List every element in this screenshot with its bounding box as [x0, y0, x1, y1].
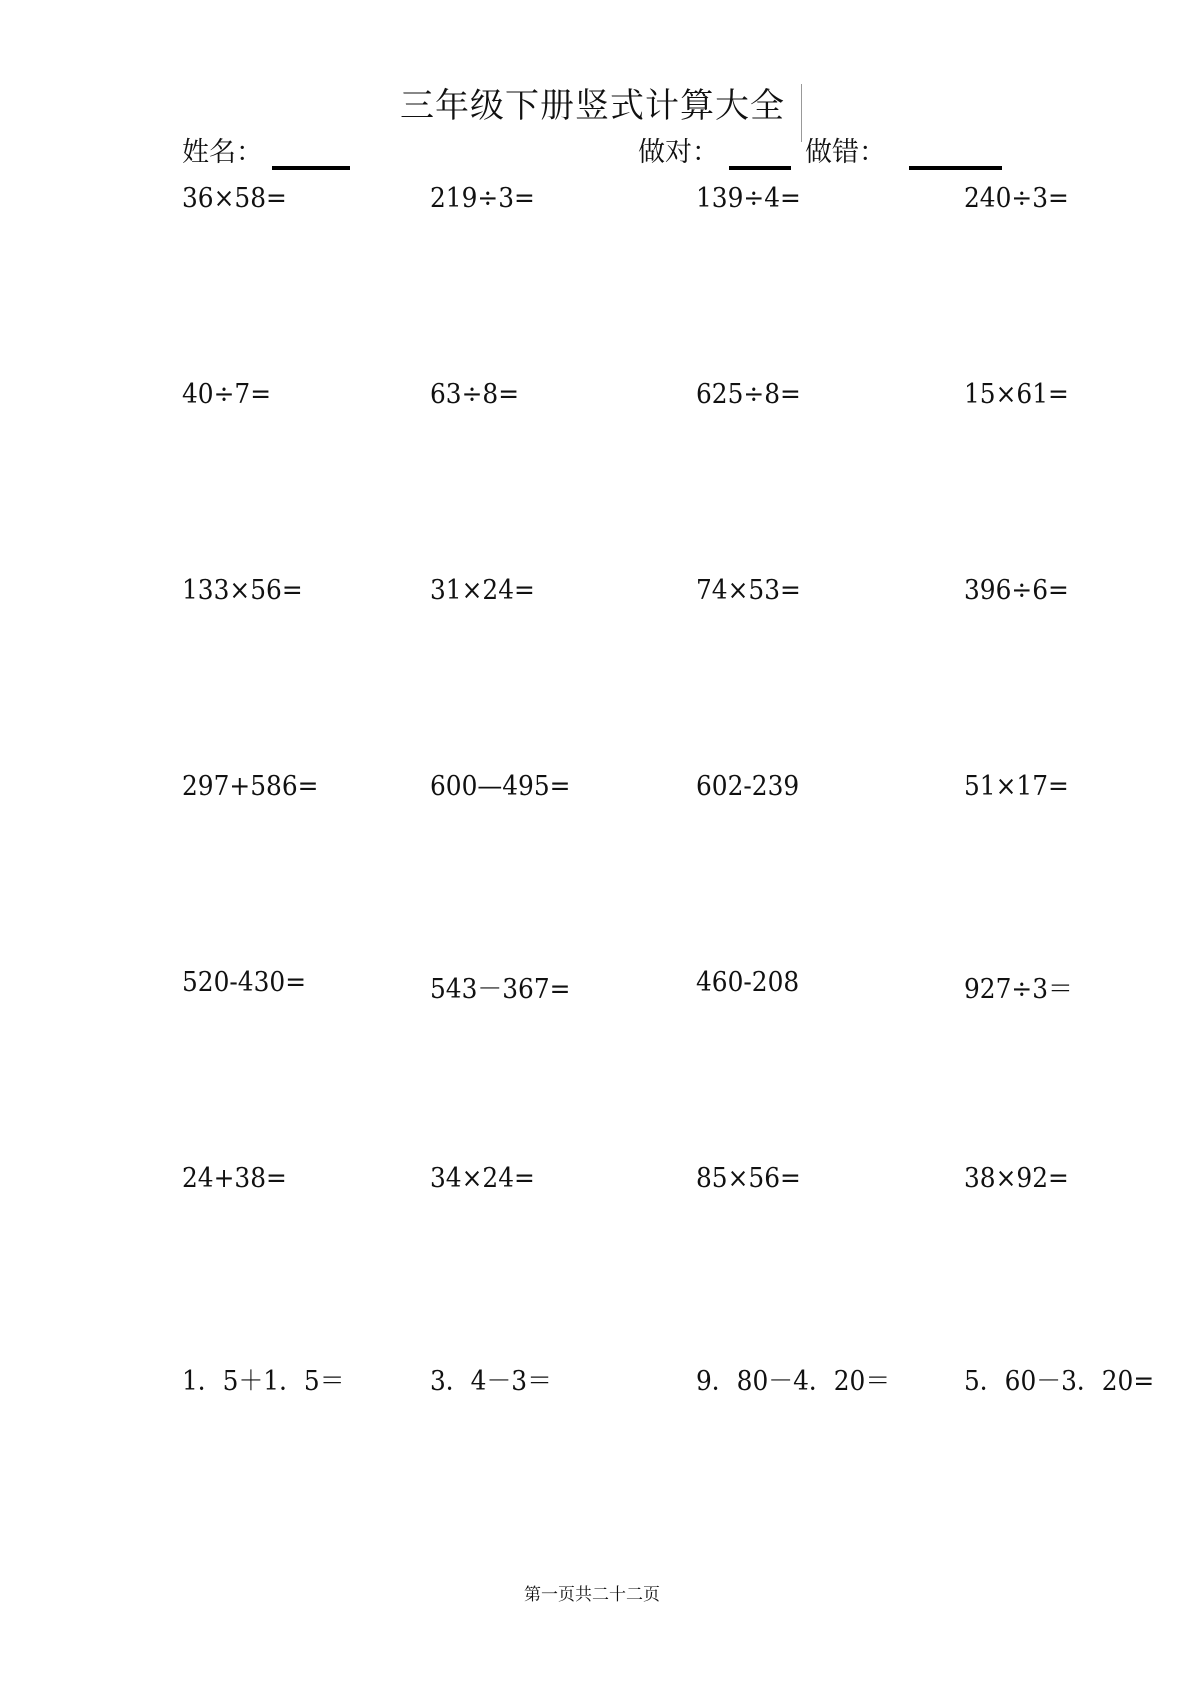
math-problem: 240÷3=: [964, 183, 1069, 214]
math-problem: 40÷7=: [182, 379, 272, 410]
math-problem: 520-430=: [182, 967, 307, 998]
math-problem: 543－367=: [430, 974, 571, 1005]
page-footer: 第一页共二十二页: [524, 1585, 660, 1605]
math-problem: 63÷8=: [430, 379, 520, 410]
math-problem: 927÷3＝: [964, 974, 1073, 1005]
math-problem: 9．80－4．20＝: [696, 1366, 891, 1397]
math-problem: 34×24=: [430, 1163, 535, 1194]
wrong-label: 做错：: [805, 137, 886, 168]
text-cursor: [801, 84, 802, 142]
math-problem: 139÷4=: [696, 183, 801, 214]
math-problem: 396÷6=: [964, 575, 1069, 606]
page-title: 三年级下册竖式计算大全: [400, 86, 785, 126]
math-problem: 85×56=: [696, 1163, 801, 1194]
correct-label: 做对：: [638, 137, 719, 168]
math-problem: 219÷3=: [430, 183, 535, 214]
math-problem: 625÷8=: [696, 379, 801, 410]
math-problem: 15×61=: [964, 379, 1069, 410]
math-problem: 31×24=: [430, 575, 535, 606]
math-problem: 3．4－3＝: [430, 1366, 552, 1397]
math-problem: 602-239: [696, 771, 800, 802]
math-problem: 36×58=: [182, 183, 287, 214]
math-problem: 38×92=: [964, 1163, 1069, 1194]
math-problem: 74×53=: [696, 575, 801, 606]
name-label: 姓名：: [182, 137, 263, 168]
name-blank[interactable]: [272, 166, 350, 170]
math-problem: 460-208: [696, 967, 800, 998]
math-problem: 5．60－3．20=: [964, 1366, 1155, 1397]
math-problem: 297+586=: [182, 771, 319, 802]
wrong-blank[interactable]: [909, 166, 1002, 170]
math-problem: 1．5＋1．5＝: [182, 1366, 345, 1397]
correct-blank[interactable]: [729, 166, 791, 170]
math-problem: 600—495=: [430, 771, 571, 802]
math-problem: 133×56=: [182, 575, 303, 606]
math-problem: 51×17=: [964, 771, 1069, 802]
math-problem: 24+38=: [182, 1163, 287, 1194]
